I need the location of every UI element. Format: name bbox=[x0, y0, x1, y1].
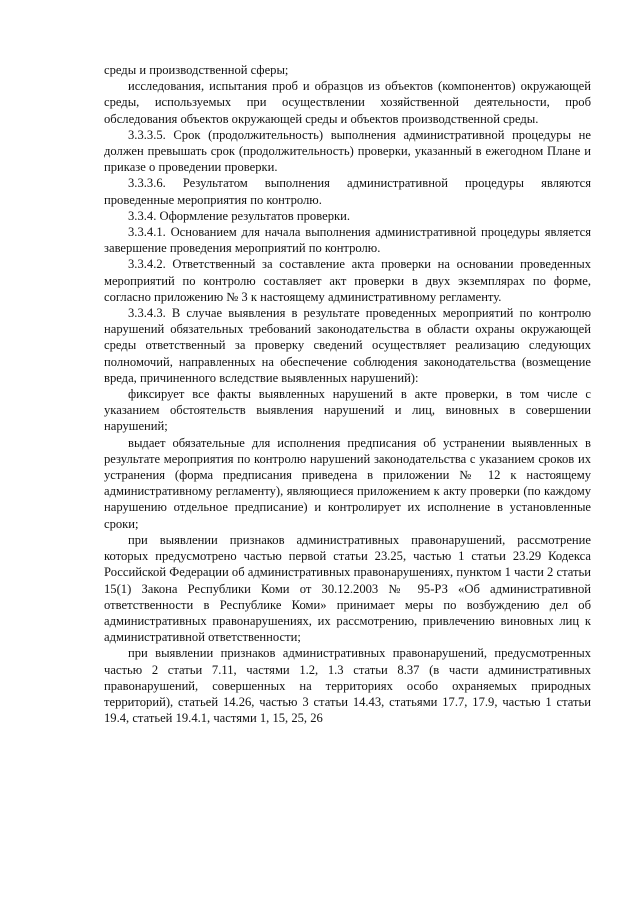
paragraph: исследования, испытания проб и образцов из объектов (компонентов) окружающей среды, используемых при осуществлении хозяйственной деятельности, проб обследования объектов окружающей среды и объектов производственной среды. bbox=[104, 79, 591, 126]
paragraph-3-3-4-1: 3.3.4.1. Основанием для начала выполнения административной процедуры является завершение проведения мероприятий по контролю. bbox=[104, 225, 591, 256]
paragraph: выдает обязательные для исполнения предписания об устранении выявленных в результате мероприятия по контролю нарушений законодательства с указанием сроков их устранения (форма предписания приведена в приложении № 12 к настоящему административному регламенту), являющиеся приложением к акту проверки (по каждому нарушению отдельное предписание) и контролирует их исполнение в установленные сроки; bbox=[104, 435, 591, 531]
paragraph: при выявлении признаков административных правонарушений, рассмотрение которых предусмотрено частью первой статьи 23.25, частью 1 статьи 23.29 Кодекса Российской Федерации об административных правонарушениях, пунктом 1 части 2 статьи 15(1) Закона Республики Коми от 30.12.2003 № 95-РЗ «Об административной ответственности в Республике Коми» принимает меры по возбуждению дел об административных правонарушениях, их рассмотрению, привлечению виновных лиц к административной ответственности; bbox=[104, 532, 591, 645]
paragraph-continuation: среды и производственной сферы; bbox=[104, 63, 289, 77]
paragraph-3-3-3-5: 3.3.3.5. Срок (продолжительность) выполнения административной процедуры не должен превышать срок (продолжительность) проверки, указанный в ежегодном Плане и приказе о проведении проверки. bbox=[104, 127, 591, 175]
document-page bbox=[104, 62, 591, 726]
paragraph-3-3-4-2: 3.3.4.2. Ответственный за составление акта проверки на основании проведенных мероприятий по контролю составляет акт проверки в двух экземплярах по форме, согласно приложению № 3 к настоящему административному регламенту. bbox=[104, 257, 591, 304]
paragraph: при выявлении признаков административных правонарушений, предусмотренных частью 2 статьи 7.11, частями 1.2, 1.3 статьи 8.37 (в части административных правонарушений, совершенных на территориях особо охраняемых природных территорий), статьей 14.26, частью 3 статьи 14.43, статьями 17.7, 17.9, частью 1 статьи 19.4, статьей 19.4.1, частями 1, 15, 25, 26 bbox=[104, 646, 591, 726]
paragraph-3-3-4-3: 3.3.4.3. В случае выявления в результате проведенных мероприятий по контролю нарушений обязательных требований законодательства в области охраны окружающей среды ответственный за проверку сведений осуществляет реализацию следующих полномочий, направленных на обеспечение соблюдения законодательства (возмещение вреда, причиненного вследствие выявленных нарушений): bbox=[104, 306, 591, 385]
paragraph-3-3-3-6: 3.3.3.6. Результатом выполнения административной процедуры являются проведенные мероприятия по контролю. bbox=[104, 176, 591, 207]
section-heading-3-3-4: 3.3.4. Оформление результатов проверки. bbox=[128, 208, 350, 223]
paragraph: фиксирует все факты выявленных нарушений в акте проверки, в том числе с указанием обстоятельств выявления нарушений и лиц, виновных в совершении нарушений; bbox=[104, 387, 591, 434]
